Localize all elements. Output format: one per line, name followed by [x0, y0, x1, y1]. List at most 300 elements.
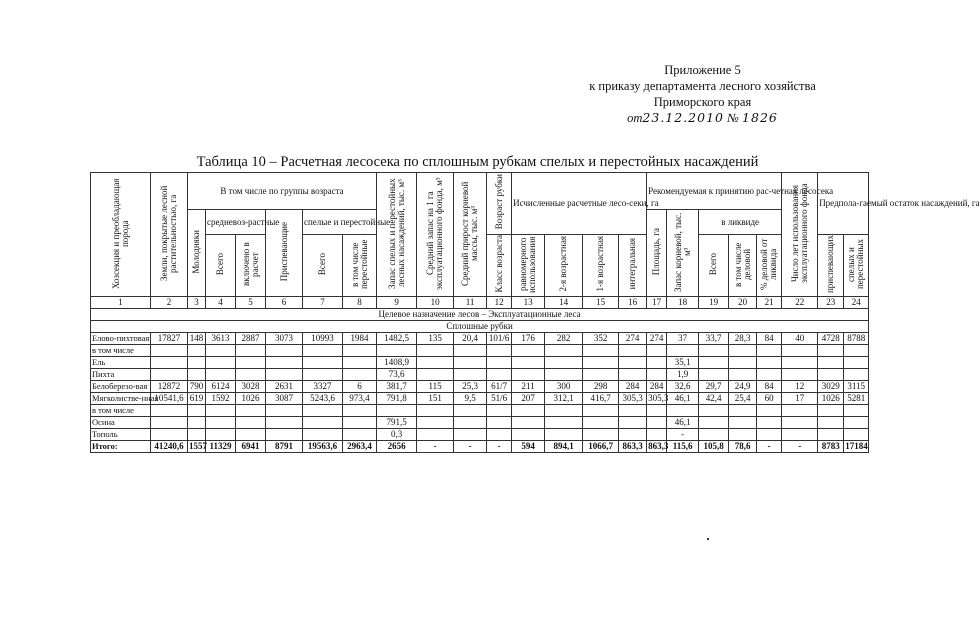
table-body [91, 297, 869, 453]
column-number: 23 [818, 297, 844, 309]
table-cell [188, 357, 206, 369]
table-cell [729, 357, 757, 369]
column-number: 17 [647, 297, 667, 309]
table-cell [151, 369, 188, 381]
row-name: Мягколистве-нная [92, 393, 159, 404]
header-c6: Приспевающие [266, 210, 303, 297]
table-cell [619, 345, 647, 357]
header-c19: Всего [699, 235, 729, 297]
table-cell: 973,4 [343, 393, 377, 405]
column-number: 8 [343, 297, 377, 309]
table-row [91, 417, 869, 429]
table-cell: - [757, 441, 782, 453]
table-cell [303, 369, 343, 381]
table-cell [188, 345, 206, 357]
table-cell: 60 [757, 393, 782, 405]
column-number: 13 [512, 297, 545, 309]
table-cell [647, 429, 667, 441]
table-cell [729, 405, 757, 417]
table-cell [729, 345, 757, 357]
table-cell [188, 429, 206, 441]
table-cell [343, 429, 377, 441]
table-cell [151, 405, 188, 417]
header-mid-group: средневоз-растные [206, 210, 266, 235]
table-cell [417, 405, 454, 417]
table-cell: 29,7 [699, 381, 729, 393]
table-cell [236, 369, 266, 381]
table-cell [188, 405, 206, 417]
table-cell [512, 345, 545, 357]
header-liq-group: в ликвиде [699, 210, 782, 235]
table-cell [151, 429, 188, 441]
header-c15: 1-я возрастная [583, 235, 619, 297]
table-cell [454, 417, 487, 429]
header-c23: приспевающих [818, 235, 844, 297]
table-cell [757, 345, 782, 357]
table-cell [844, 429, 869, 441]
table-cell: 282 [545, 333, 583, 345]
header-c10: Средний запас на 1 га эксплуатационного фонда, м³ [417, 173, 454, 297]
column-number: 22 [782, 297, 818, 309]
table-cell [417, 417, 454, 429]
table-cell [151, 417, 188, 429]
header-c22: Число лет использования эксплуатационного фонда [782, 173, 818, 297]
row-name: в том числе [91, 345, 151, 357]
table-cell [583, 417, 619, 429]
table-cell [545, 429, 583, 441]
table-cell: 115,6 [667, 441, 699, 453]
table-cell [818, 429, 844, 441]
table-cell [487, 429, 512, 441]
table-cell [647, 345, 667, 357]
table-cell: 1,9 [667, 369, 699, 381]
order-number: 1826 [742, 110, 778, 125]
table-cell: 3073 [266, 333, 303, 345]
table-cell: 1408,9 [377, 357, 417, 369]
table-cell: 6941 [236, 441, 266, 453]
table-cell [512, 405, 545, 417]
table-row [91, 405, 869, 417]
table-cell: 416,7 [583, 393, 619, 405]
stray-mark [707, 538, 709, 540]
subsection-row [91, 321, 869, 333]
table-cell: 46,1 [667, 393, 699, 405]
table-cell [545, 417, 583, 429]
header-c20: в том числе деловой [729, 235, 757, 297]
table-cell: 594 [512, 441, 545, 453]
table-cell [729, 429, 757, 441]
table-cell [757, 405, 782, 417]
table-cell [699, 369, 729, 381]
header-c21: % деловой от ликвида [757, 235, 782, 297]
table-cell: 2887 [236, 333, 266, 345]
table-cell: 284 [647, 381, 667, 393]
table-cell [545, 345, 583, 357]
row-name: Тополь [91, 429, 151, 441]
table-cell: 135 [417, 333, 454, 345]
table-cell [206, 417, 236, 429]
table-cell [619, 357, 647, 369]
table-cell: 25,3 [454, 381, 487, 393]
table-cell: 3028 [236, 381, 266, 393]
table-cell [583, 429, 619, 441]
row-name: Елово-пихтовая [92, 333, 150, 344]
table-cell: 305,3 [619, 393, 647, 405]
table-cell: 3327 [303, 381, 343, 393]
column-number: 19 [699, 297, 729, 309]
table-cell [343, 345, 377, 357]
table-row [91, 393, 869, 405]
table-cell: 2631 [266, 381, 303, 393]
table-cell [844, 405, 869, 417]
table-cell [545, 357, 583, 369]
table-cell [782, 405, 818, 417]
table-cell: 2656 [377, 441, 417, 453]
table-cell: 17184 [845, 441, 868, 452]
table-cell [729, 417, 757, 429]
table-cell: 105,8 [699, 441, 729, 453]
table-cell: - [782, 441, 818, 453]
table-cell [545, 405, 583, 417]
table-cell [417, 369, 454, 381]
header-rec-group: Рекомендуемая к принятию рас-четная лесосека [647, 173, 782, 210]
table-cell: 5243,6 [303, 393, 343, 405]
table-row [91, 369, 869, 381]
table-cell [667, 405, 699, 417]
table-title: Таблица 10 – Расчетная лесосека по сплошным рубкам спелых и перестойных насаждений [196, 154, 759, 170]
table-cell: 148 [188, 333, 206, 345]
table-cell: 284 [619, 381, 647, 393]
table-cell: 1592 [206, 393, 236, 405]
table-cell [206, 405, 236, 417]
header-c18: Запас корневой, тыс. м³ [667, 210, 699, 297]
table-cell [266, 357, 303, 369]
table-cell [303, 345, 343, 357]
row-name: Ель [91, 357, 151, 369]
table-cell [619, 417, 647, 429]
table-cell [818, 345, 844, 357]
column-number: 7 [303, 297, 343, 309]
table-cell: - [454, 441, 487, 453]
table-cell: 1984 [343, 333, 377, 345]
header-c11: Средний прирост корневой массы, тыс. м³ [454, 173, 487, 297]
appendix-line-3: Приморского края [653, 95, 752, 109]
table-cell [818, 369, 844, 381]
table-cell [647, 417, 667, 429]
header-c9: Запас спелых и перестойных лесных насаждений, тыс. м³ [377, 173, 417, 297]
table-cell [757, 429, 782, 441]
table-cell [236, 405, 266, 417]
column-number: 6 [266, 297, 303, 309]
table-cell [844, 345, 869, 357]
table-cell [647, 369, 667, 381]
table-cell [487, 357, 512, 369]
table-cell: 381,7 [377, 381, 417, 393]
header-c5: включено в расчет [236, 235, 266, 297]
column-number: 24 [844, 297, 869, 309]
table-cell: 6 [343, 381, 377, 393]
table-cell: 0,3 [377, 429, 417, 441]
table-cell: 41240,6 [151, 441, 188, 453]
appendix-block [540, 62, 865, 126]
table-cell [343, 405, 377, 417]
table-cell: 4728 [818, 333, 844, 345]
table-cell [454, 429, 487, 441]
table-cell: 3087 [266, 393, 303, 405]
table-cell: 33,7 [699, 333, 729, 345]
row-name: Осина [91, 417, 151, 429]
table-cell: 8783 [818, 441, 844, 453]
header-c1: Хозсекция и преобладающая порода [91, 173, 151, 297]
table-cell [583, 405, 619, 417]
column-number: 5 [236, 297, 266, 309]
table-cell: - [417, 441, 454, 453]
column-number: 9 [377, 297, 417, 309]
header-c8: в том числе перестойные [343, 235, 377, 297]
header-c4: Всего [206, 235, 236, 297]
table-cell: 12 [782, 381, 818, 393]
table-cell: 894,1 [545, 441, 583, 453]
table-cell [343, 357, 377, 369]
table-cell: 352 [583, 333, 619, 345]
table-cell [236, 417, 266, 429]
table-cell: 12872 [151, 381, 188, 393]
table-cell: 3115 [844, 381, 869, 393]
section-title: Целевое назначение лесов – Эксплуатационные леса [91, 309, 869, 321]
table-cell [512, 369, 545, 381]
table-cell: 35,1 [667, 357, 699, 369]
table-cell [667, 345, 699, 357]
table-cell: 101/6 [487, 333, 512, 345]
table-cell: 19563,6 [303, 441, 343, 453]
table-cell [512, 357, 545, 369]
total-row [91, 441, 869, 453]
table-cell [151, 345, 188, 357]
table-cell: 863,3 [619, 441, 647, 453]
table-cell: 17827 [151, 333, 188, 345]
table-cell: 312,1 [545, 393, 583, 405]
column-number: 20 [729, 297, 757, 309]
table-cell [583, 345, 619, 357]
table-cell [545, 369, 583, 381]
table-cell [699, 417, 729, 429]
table-row [91, 357, 869, 369]
table-cell: 6124 [206, 381, 236, 393]
column-number: 11 [454, 297, 487, 309]
header-ripe-group: спелые и перестойные [303, 210, 377, 235]
table-cell [303, 417, 343, 429]
order-date: 23.12.2010 [642, 110, 724, 125]
table-cell [487, 405, 512, 417]
table-row [91, 381, 869, 393]
table-cell [343, 369, 377, 381]
table-cell: 5281 [844, 393, 869, 405]
table-cell: 73,6 [377, 369, 417, 381]
row-name: Белоберезо-вая [91, 381, 151, 393]
table-row [91, 429, 869, 441]
table-cell [188, 369, 206, 381]
table-cell [818, 417, 844, 429]
table-cell [699, 429, 729, 441]
table-cell [377, 405, 417, 417]
table-cell [303, 405, 343, 417]
table-cell [619, 429, 647, 441]
table-cell: 2963,4 [343, 441, 377, 453]
table-cell [417, 345, 454, 357]
table-cell [583, 357, 619, 369]
table-cell [206, 345, 236, 357]
table-cell [782, 429, 818, 441]
row-name: Итого: [91, 441, 151, 453]
column-number: 14 [545, 297, 583, 309]
table-cell: 1066,7 [583, 441, 619, 453]
table-cell: 274 [647, 333, 667, 345]
table-cell: 25,4 [729, 393, 757, 405]
table-cell [699, 345, 729, 357]
table-cell [377, 345, 417, 357]
table-cell: 84 [757, 333, 782, 345]
table-cell [266, 345, 303, 357]
header-c2: Земли, покрытые лесной растительностью, га [151, 173, 188, 297]
header-c17: Площадь, га [647, 210, 667, 297]
table-cell: 11329 [206, 441, 236, 453]
table-cell [757, 369, 782, 381]
table-cell [487, 345, 512, 357]
table-cell: 1557 [189, 441, 207, 452]
row-name: в том числе [91, 405, 151, 417]
table-cell [236, 345, 266, 357]
table-cell: 3029 [818, 381, 844, 393]
row-name: Пихта [91, 369, 151, 381]
header-c16: интегральная [619, 235, 647, 297]
forest-table [90, 172, 980, 453]
table-cell [844, 369, 869, 381]
table-cell: 791,5 [377, 417, 417, 429]
order-number-sign: № [727, 111, 739, 125]
table-cell: 176 [512, 333, 545, 345]
subsection-title: Сплошные рубки [91, 321, 869, 333]
table-cell: 40 [782, 333, 818, 345]
table-cell [619, 405, 647, 417]
table-cell [487, 369, 512, 381]
table-cell [757, 357, 782, 369]
table-cell [699, 405, 729, 417]
appendix-line-1: Приложение 5 [664, 63, 741, 77]
header-rem-group: Предпола-гаемый остаток насаждений, га [818, 173, 869, 235]
header-calc-group: Исчисленные расчетные лесо-секи, га [512, 173, 647, 235]
section-row [91, 309, 869, 321]
order-prefix: от [627, 111, 643, 125]
table-cell: 37 [667, 333, 699, 345]
header-c7: Всего [303, 235, 343, 297]
table-cell: 28,3 [729, 333, 757, 345]
column-number: 4 [206, 297, 236, 309]
column-number-row [91, 297, 869, 309]
table-cell: 61/7 [487, 381, 512, 393]
table-cell [583, 369, 619, 381]
table-cell: 10993 [303, 333, 343, 345]
table-cell: 20,4 [454, 333, 487, 345]
table-cell [417, 429, 454, 441]
table-cell [454, 345, 487, 357]
table-cell: 8791 [266, 441, 303, 453]
table-cell [844, 417, 869, 429]
table-cell [454, 357, 487, 369]
table-cell [206, 357, 236, 369]
column-number: 12 [487, 297, 512, 309]
table-cell [699, 357, 729, 369]
table-cell [818, 357, 844, 369]
table-cell [454, 369, 487, 381]
table-cell: 51/6 [487, 393, 512, 405]
table-cell [236, 357, 266, 369]
column-number: 2 [151, 297, 188, 309]
table-cell [188, 417, 206, 429]
table-header [91, 173, 980, 297]
table-cell: 151 [417, 393, 454, 405]
table-cell: 863,3 [648, 441, 669, 452]
table-cell: 791,8 [377, 393, 417, 405]
header-c13: равномерного использования [512, 235, 545, 297]
header-c12: Класс возраста [487, 235, 512, 297]
table-cell [647, 405, 667, 417]
table-cell [417, 357, 454, 369]
table-cell [782, 417, 818, 429]
column-number: 3 [188, 297, 206, 309]
table-cell [206, 429, 236, 441]
table-row [91, 333, 869, 345]
header-c3: Молодняки [188, 210, 206, 297]
table-cell: 305,3 [648, 393, 669, 404]
column-number: 15 [583, 297, 619, 309]
table-cell [818, 405, 844, 417]
table-cell: 9,5 [454, 393, 487, 405]
table-cell [303, 429, 343, 441]
table-cell: 1026 [818, 393, 844, 405]
column-number: 21 [757, 297, 782, 309]
table-cell [512, 417, 545, 429]
column-number: 1 [91, 297, 151, 309]
appendix-line-2: к приказу департамента лесного хозяйства [589, 79, 816, 93]
table-cell: 84 [757, 381, 782, 393]
table-cell [844, 357, 869, 369]
table-cell: - [487, 441, 512, 453]
table-cell [619, 369, 647, 381]
table-cell: 42,4 [699, 393, 729, 405]
table-cell: 211 [512, 381, 545, 393]
table-cell [729, 369, 757, 381]
table-cell: 10541,6 [151, 393, 188, 405]
table-cell [343, 417, 377, 429]
table-cell: 274 [619, 333, 647, 345]
table-cell [266, 369, 303, 381]
header-c24: спелых и перестойных [844, 235, 869, 297]
column-number: 18 [667, 297, 699, 309]
table-cell [782, 345, 818, 357]
table-row [91, 345, 869, 357]
table-cell [266, 417, 303, 429]
table-cell: 1482,5 [377, 333, 417, 345]
table-cell [236, 429, 266, 441]
table-cell: 78,6 [729, 441, 757, 453]
table-cell: 790 [188, 381, 206, 393]
table-cell [782, 369, 818, 381]
table-cell [782, 357, 818, 369]
table-cell [454, 405, 487, 417]
table-cell [487, 417, 512, 429]
table-cell: 115 [417, 381, 454, 393]
table-cell: 46,1 [667, 417, 699, 429]
